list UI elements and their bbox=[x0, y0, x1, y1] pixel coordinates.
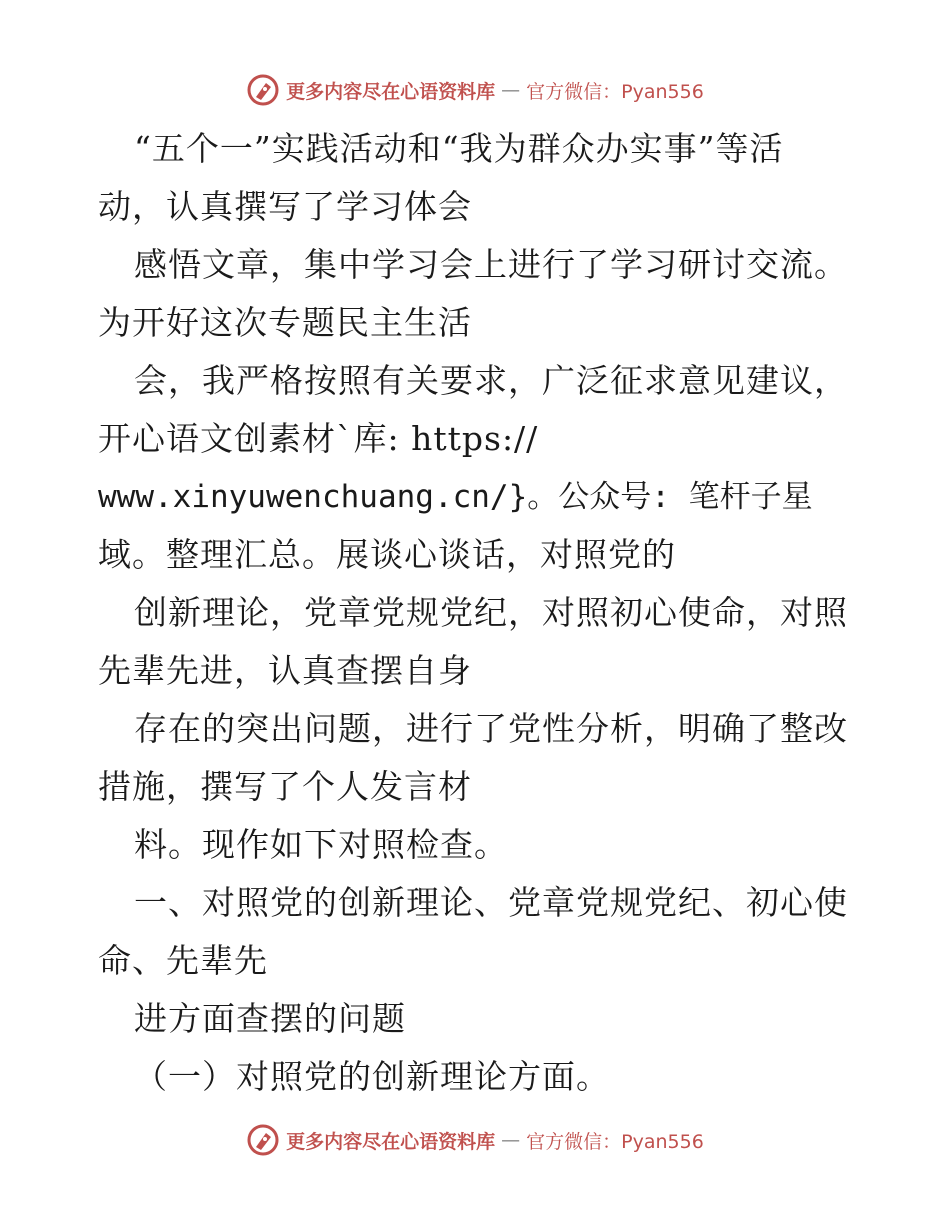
text-line: 会，我严格按照有关要求，广泛征求意见建议， bbox=[134, 361, 848, 400]
text-line: 动，认真撰写了学习体会 bbox=[98, 187, 472, 226]
header-banner bbox=[0, 70, 950, 110]
document-body bbox=[98, 120, 858, 1106]
text-line: 开心语文创素材`库: https:// bbox=[98, 419, 539, 458]
text-line: 措施，撰写了个人发言材 bbox=[98, 767, 472, 806]
pen-nib-logo-icon bbox=[246, 73, 280, 107]
text-line: 为开好这次专题民主生活 bbox=[98, 303, 472, 342]
text-line: www.xinyuwenchuang.cn/}。公众号: 笔杆子星 bbox=[98, 479, 813, 515]
header-banner-wechat: 官方微信：Pyan556 bbox=[526, 80, 704, 103]
section-heading-line: 一、对照党的创新理论、党章党规党纪、初心使 bbox=[134, 883, 848, 922]
pen-nib-logo-icon bbox=[246, 1123, 280, 1157]
text-line: 域。整理汇总。展谈心谈话，对照党的 bbox=[98, 535, 676, 574]
text-line: “五个一”实践活动和“我为群众办实事”等活 bbox=[134, 129, 784, 168]
section-heading-line: 进方面查摆的问题 bbox=[134, 999, 406, 1038]
section-heading-line: 命、先辈先 bbox=[98, 941, 268, 980]
footer-banner-dash: — bbox=[501, 1129, 521, 1151]
subsection-heading-line: （一）对照党的创新理论方面。 bbox=[134, 1057, 610, 1096]
header-banner-content bbox=[246, 73, 704, 107]
text-line: 创新理论，党章党规党纪，对照初心使命，对照 bbox=[134, 593, 848, 632]
text-line: 存在的突出问题，进行了党性分析，明确了整改 bbox=[134, 709, 848, 748]
footer-banner-wechat: 官方微信：Pyan556 bbox=[526, 1130, 704, 1153]
text-line: 先辈先进，认真查摆自身 bbox=[98, 651, 472, 690]
footer-banner-text: 更多内容尽在心语资料库 bbox=[286, 1130, 496, 1153]
footer-banner bbox=[0, 1120, 950, 1160]
text-line: 料。现作如下对照检查。 bbox=[134, 825, 508, 864]
header-banner-dash: — bbox=[501, 79, 521, 101]
header-banner-text: 更多内容尽在心语资料库 bbox=[286, 80, 496, 103]
text-line: 感悟文章，集中学习会上进行了学习研讨交流。 bbox=[134, 245, 848, 284]
footer-banner-content bbox=[246, 1123, 704, 1157]
